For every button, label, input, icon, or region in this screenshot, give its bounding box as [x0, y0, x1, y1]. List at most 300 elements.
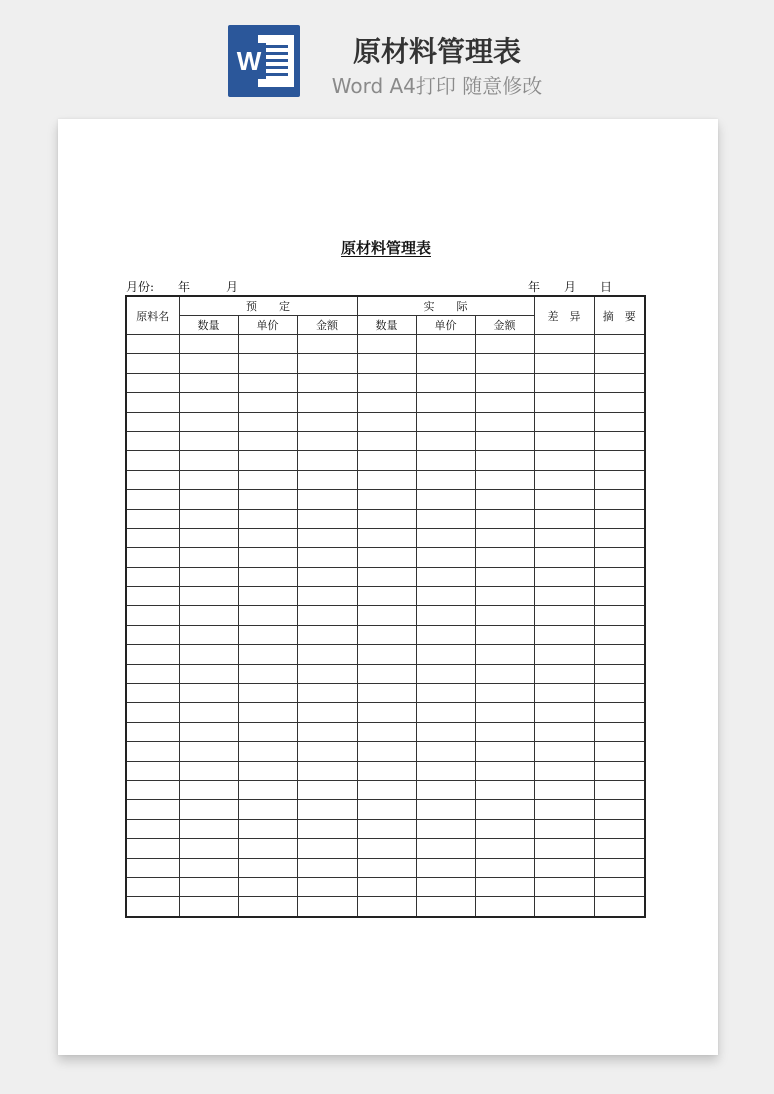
table-cell[interactable] — [416, 393, 475, 412]
table-row — [126, 800, 645, 819]
table-cell[interactable] — [534, 509, 594, 528]
table-cell[interactable] — [475, 780, 534, 799]
table-cell[interactable] — [179, 703, 238, 722]
table-cell[interactable] — [126, 335, 179, 354]
table-cell[interactable] — [534, 335, 594, 354]
table-cell[interactable] — [357, 412, 416, 431]
table-cell[interactable] — [126, 625, 179, 644]
table-cell[interactable] — [126, 664, 179, 683]
table-cell[interactable] — [297, 393, 357, 412]
table-cell[interactable] — [475, 819, 534, 838]
table-cell[interactable] — [238, 684, 297, 703]
table-cell[interactable] — [238, 354, 297, 373]
word-document-icon — [228, 25, 300, 97]
table-cell[interactable] — [297, 664, 357, 683]
table-cell[interactable] — [475, 335, 534, 354]
table-cell[interactable] — [534, 393, 594, 412]
table-cell[interactable] — [416, 431, 475, 450]
banner — [0, 0, 774, 110]
table-cell[interactable] — [179, 412, 238, 431]
table-cell[interactable] — [297, 625, 357, 644]
table-cell[interactable] — [475, 839, 534, 858]
table-cell[interactable] — [594, 742, 645, 761]
table-cell[interactable] — [126, 722, 179, 741]
table-cell[interactable] — [594, 839, 645, 858]
table-cell[interactable] — [297, 761, 357, 780]
table-cell[interactable] — [534, 742, 594, 761]
table-cell[interactable] — [357, 393, 416, 412]
table-cell[interactable] — [357, 858, 416, 877]
table-cell[interactable] — [179, 839, 238, 858]
table-cell[interactable] — [238, 393, 297, 412]
table-cell[interactable] — [297, 780, 357, 799]
table-cell[interactable] — [297, 509, 357, 528]
table-cell[interactable] — [416, 354, 475, 373]
table-cell[interactable] — [238, 412, 297, 431]
table-cell[interactable] — [534, 839, 594, 858]
table-cell[interactable] — [475, 548, 534, 567]
table-cell[interactable] — [238, 722, 297, 741]
table-cell[interactable] — [594, 722, 645, 741]
table-cell[interactable] — [238, 780, 297, 799]
table-cell[interactable] — [475, 761, 534, 780]
table-cell[interactable] — [126, 451, 179, 470]
table-cell[interactable] — [594, 548, 645, 567]
table-cell[interactable] — [534, 722, 594, 741]
header-row-top — [126, 296, 645, 316]
table-cell[interactable] — [594, 373, 645, 392]
table-cell[interactable] — [297, 335, 357, 354]
table-cell[interactable] — [297, 451, 357, 470]
table-cell[interactable] — [179, 877, 238, 896]
table-cell[interactable] — [179, 335, 238, 354]
header-actual-amount: 金额 — [475, 316, 534, 335]
table-row — [126, 587, 645, 606]
table-cell[interactable] — [534, 703, 594, 722]
table-cell[interactable] — [475, 877, 534, 896]
table-cell[interactable] — [126, 780, 179, 799]
table-cell[interactable] — [297, 373, 357, 392]
table-cell[interactable] — [357, 742, 416, 761]
table-row — [126, 877, 645, 896]
table-cell[interactable] — [179, 761, 238, 780]
table-cell[interactable] — [357, 354, 416, 373]
table-cell[interactable] — [534, 897, 594, 917]
table-cell[interactable] — [475, 509, 534, 528]
table-cell[interactable] — [416, 742, 475, 761]
table-cell[interactable] — [297, 839, 357, 858]
table-cell[interactable] — [475, 587, 534, 606]
table-cell[interactable] — [238, 509, 297, 528]
table-cell[interactable] — [534, 664, 594, 683]
table-row — [126, 528, 645, 547]
table-cell[interactable] — [357, 490, 416, 509]
table-cell[interactable] — [126, 528, 179, 547]
table-cell[interactable] — [357, 335, 416, 354]
table-cell[interactable] — [297, 548, 357, 567]
table-cell[interactable] — [594, 800, 645, 819]
table-cell[interactable] — [126, 877, 179, 896]
table-cell[interactable] — [179, 897, 238, 917]
table-cell[interactable] — [297, 819, 357, 838]
table-row — [126, 703, 645, 722]
table-cell[interactable] — [594, 761, 645, 780]
table-cell[interactable] — [126, 431, 179, 450]
table-cell[interactable] — [416, 897, 475, 917]
table-cell[interactable] — [179, 431, 238, 450]
table-cell[interactable] — [179, 780, 238, 799]
table-cell[interactable] — [297, 645, 357, 664]
header-actual-unit-price: 单价 — [416, 316, 475, 335]
table-cell[interactable] — [534, 431, 594, 450]
table-cell[interactable] — [179, 606, 238, 625]
table-cell[interactable] — [297, 587, 357, 606]
table-cell[interactable] — [534, 451, 594, 470]
table-cell[interactable] — [357, 800, 416, 819]
table-cell[interactable] — [126, 819, 179, 838]
date-label: 年 月 日 — [528, 280, 613, 294]
table-cell[interactable] — [238, 548, 297, 567]
table-cell[interactable] — [179, 587, 238, 606]
table-cell[interactable] — [475, 897, 534, 917]
table-cell[interactable] — [416, 664, 475, 683]
table-cell[interactable] — [416, 800, 475, 819]
table-cell[interactable] — [357, 548, 416, 567]
table-cell[interactable] — [594, 354, 645, 373]
table-cell[interactable] — [594, 567, 645, 586]
table-cell[interactable] — [594, 490, 645, 509]
table-cell[interactable] — [126, 606, 179, 625]
table-cell[interactable] — [475, 742, 534, 761]
table-cell[interactable] — [416, 451, 475, 470]
table-cell[interactable] — [126, 490, 179, 509]
table-cell[interactable] — [416, 819, 475, 838]
table-cell[interactable] — [179, 528, 238, 547]
table-cell[interactable] — [179, 393, 238, 412]
table-cell[interactable] — [238, 645, 297, 664]
table-cell[interactable] — [357, 451, 416, 470]
table-cell[interactable] — [238, 800, 297, 819]
table-cell[interactable] — [179, 645, 238, 664]
table-cell[interactable] — [416, 761, 475, 780]
table-cell[interactable] — [357, 839, 416, 858]
document-title — [58, 237, 714, 258]
table-cell[interactable] — [238, 897, 297, 917]
table-cell[interactable] — [416, 684, 475, 703]
table-cell[interactable] — [416, 490, 475, 509]
table-cell[interactable] — [357, 703, 416, 722]
table-cell[interactable] — [297, 877, 357, 896]
table-cell[interactable] — [534, 373, 594, 392]
table-cell[interactable] — [534, 800, 594, 819]
table-cell[interactable] — [475, 645, 534, 664]
table-cell[interactable] — [179, 800, 238, 819]
table-cell[interactable] — [179, 664, 238, 683]
table-cell[interactable] — [534, 567, 594, 586]
table-cell[interactable] — [475, 393, 534, 412]
table-cell[interactable] — [416, 780, 475, 799]
table-cell[interactable] — [126, 373, 179, 392]
table-cell[interactable] — [179, 858, 238, 877]
table-cell[interactable] — [179, 625, 238, 644]
table-cell[interactable] — [238, 431, 297, 450]
table-cell[interactable] — [126, 393, 179, 412]
table-cell[interactable] — [179, 373, 238, 392]
table-row — [126, 839, 645, 858]
table-cell[interactable] — [357, 877, 416, 896]
table-cell[interactable] — [126, 587, 179, 606]
table-cell[interactable] — [594, 645, 645, 664]
table-cell[interactable] — [357, 625, 416, 644]
table-cell[interactable] — [297, 431, 357, 450]
document-page — [58, 119, 718, 1055]
table-cell[interactable] — [238, 335, 297, 354]
table-cell[interactable] — [238, 567, 297, 586]
table-cell[interactable] — [179, 354, 238, 373]
table-cell[interactable] — [475, 625, 534, 644]
table-cell[interactable] — [475, 703, 534, 722]
table-cell[interactable] — [594, 625, 645, 644]
table-cell[interactable] — [416, 528, 475, 547]
table-cell[interactable] — [297, 567, 357, 586]
table-cell[interactable] — [594, 858, 645, 877]
table-cell[interactable] — [238, 839, 297, 858]
table-cell[interactable] — [126, 858, 179, 877]
table-cell[interactable] — [534, 490, 594, 509]
table-cell[interactable] — [357, 819, 416, 838]
table-cell[interactable] — [475, 606, 534, 625]
table-cell[interactable] — [594, 819, 645, 838]
table-cell[interactable] — [357, 722, 416, 741]
table-cell[interactable] — [534, 819, 594, 838]
table-cell[interactable] — [297, 354, 357, 373]
table-cell[interactable] — [179, 684, 238, 703]
table-cell[interactable] — [179, 567, 238, 586]
table-cell[interactable] — [534, 684, 594, 703]
table-cell[interactable] — [475, 451, 534, 470]
table-cell[interactable] — [238, 877, 297, 896]
table-cell[interactable] — [126, 470, 179, 489]
table-cell[interactable] — [357, 780, 416, 799]
table-cell[interactable] — [534, 645, 594, 664]
table-cell[interactable] — [238, 606, 297, 625]
table-cell[interactable] — [238, 742, 297, 761]
table-cell[interactable] — [416, 645, 475, 664]
table-cell[interactable] — [357, 664, 416, 683]
table-cell[interactable] — [594, 393, 645, 412]
table-cell[interactable] — [238, 858, 297, 877]
header-summary: 摘 要 — [594, 296, 645, 335]
table-cell[interactable] — [534, 780, 594, 799]
table-cell[interactable] — [475, 858, 534, 877]
table-cell[interactable] — [238, 528, 297, 547]
table-cell[interactable] — [416, 858, 475, 877]
table-cell[interactable] — [594, 897, 645, 917]
table-cell[interactable] — [594, 451, 645, 470]
table-cell[interactable] — [179, 451, 238, 470]
table-cell[interactable] — [416, 587, 475, 606]
table-cell[interactable] — [179, 490, 238, 509]
table-cell[interactable] — [297, 722, 357, 741]
table-cell[interactable] — [416, 470, 475, 489]
table-cell[interactable] — [297, 684, 357, 703]
table-cell[interactable] — [357, 684, 416, 703]
table-cell[interactable] — [594, 877, 645, 896]
table-cell[interactable] — [297, 800, 357, 819]
table-row — [126, 819, 645, 838]
table-cell[interactable] — [416, 509, 475, 528]
table-cell[interactable] — [416, 335, 475, 354]
table-row — [126, 335, 645, 354]
table-cell[interactable] — [475, 800, 534, 819]
table-cell[interactable] — [534, 625, 594, 644]
table-cell[interactable] — [416, 606, 475, 625]
table-cell[interactable] — [534, 587, 594, 606]
table-cell[interactable] — [297, 703, 357, 722]
table-cell[interactable] — [357, 645, 416, 664]
table-cell[interactable] — [357, 567, 416, 586]
table-cell[interactable] — [416, 877, 475, 896]
table-cell[interactable] — [534, 606, 594, 625]
table-cell[interactable] — [357, 761, 416, 780]
table-cell[interactable] — [179, 722, 238, 741]
table-cell[interactable] — [594, 509, 645, 528]
table-cell[interactable] — [534, 761, 594, 780]
table-cell[interactable] — [475, 431, 534, 450]
table-cell[interactable] — [126, 839, 179, 858]
banner-title: 原材料管理表 — [352, 35, 521, 68]
table-cell[interactable] — [238, 625, 297, 644]
table-cell[interactable] — [416, 722, 475, 741]
table-cell[interactable] — [357, 897, 416, 917]
table-cell[interactable] — [534, 412, 594, 431]
table-cell[interactable] — [238, 470, 297, 489]
table-cell[interactable] — [297, 606, 357, 625]
table-cell[interactable] — [357, 373, 416, 392]
table-cell[interactable] — [297, 470, 357, 489]
table-cell[interactable] — [534, 858, 594, 877]
table-cell[interactable] — [126, 897, 179, 917]
table-cell[interactable] — [238, 587, 297, 606]
table-cell[interactable] — [475, 490, 534, 509]
table-cell[interactable] — [126, 548, 179, 567]
table-cell[interactable] — [416, 839, 475, 858]
table-cell[interactable] — [179, 470, 238, 489]
table-cell[interactable] — [297, 742, 357, 761]
table-cell[interactable] — [357, 606, 416, 625]
table-cell[interactable] — [594, 684, 645, 703]
table-cell[interactable] — [238, 761, 297, 780]
table-cell[interactable] — [179, 509, 238, 528]
table-cell[interactable] — [475, 412, 534, 431]
table-cell[interactable] — [475, 684, 534, 703]
table-cell[interactable] — [297, 528, 357, 547]
table-row — [126, 780, 645, 799]
table-row — [126, 490, 645, 509]
table-cell[interactable] — [594, 664, 645, 683]
table-row — [126, 722, 645, 741]
table-cell[interactable] — [475, 354, 534, 373]
table-cell[interactable] — [594, 412, 645, 431]
table-cell[interactable] — [238, 373, 297, 392]
header-actual-quantity: 数量 — [357, 316, 416, 335]
table-cell[interactable] — [416, 412, 475, 431]
table-cell[interactable] — [475, 722, 534, 741]
table-cell[interactable] — [126, 800, 179, 819]
header-planned-unit-price: 单价 — [238, 316, 297, 335]
material-table — [125, 295, 646, 918]
table-cell[interactable] — [416, 703, 475, 722]
table-cell[interactable] — [594, 528, 645, 547]
table-cell[interactable] — [594, 587, 645, 606]
table-cell[interactable] — [357, 470, 416, 489]
table-cell[interactable] — [416, 625, 475, 644]
table-cell[interactable] — [475, 567, 534, 586]
table-cell[interactable] — [534, 470, 594, 489]
table-cell[interactable] — [297, 412, 357, 431]
table-cell[interactable] — [126, 684, 179, 703]
table-cell[interactable] — [594, 470, 645, 489]
table-cell[interactable] — [416, 373, 475, 392]
table-cell[interactable] — [475, 470, 534, 489]
header-actual: 实 际 — [357, 296, 534, 316]
table-cell[interactable] — [238, 451, 297, 470]
table-cell[interactable] — [126, 412, 179, 431]
table-cell[interactable] — [534, 548, 594, 567]
table-cell[interactable] — [475, 664, 534, 683]
table-row — [126, 858, 645, 877]
table-cell[interactable] — [594, 431, 645, 450]
table-cell[interactable] — [179, 742, 238, 761]
table-cell[interactable] — [126, 761, 179, 780]
table-row — [126, 742, 645, 761]
table-cell[interactable] — [238, 819, 297, 838]
table-cell[interactable] — [126, 742, 179, 761]
table-row — [126, 373, 645, 392]
table-cell[interactable] — [416, 548, 475, 567]
table-cell[interactable] — [297, 897, 357, 917]
table-cell[interactable] — [594, 780, 645, 799]
table-cell[interactable] — [534, 528, 594, 547]
table-cell[interactable] — [357, 509, 416, 528]
table-cell[interactable] — [534, 877, 594, 896]
header-difference: 差 异 — [534, 296, 594, 335]
table-cell[interactable] — [594, 606, 645, 625]
table-cell[interactable] — [126, 567, 179, 586]
table-cell[interactable] — [594, 703, 645, 722]
table-cell[interactable] — [297, 490, 357, 509]
table-cell[interactable] — [238, 703, 297, 722]
table-row — [126, 393, 645, 412]
table-cell[interactable] — [357, 431, 416, 450]
table-cell[interactable] — [179, 548, 238, 567]
table-cell[interactable] — [297, 858, 357, 877]
table-cell[interactable] — [126, 509, 179, 528]
table-cell[interactable] — [357, 587, 416, 606]
table-cell[interactable] — [416, 567, 475, 586]
table-cell[interactable] — [357, 528, 416, 547]
table-cell[interactable] — [179, 819, 238, 838]
table-cell[interactable] — [126, 703, 179, 722]
table-cell[interactable] — [594, 335, 645, 354]
table-cell[interactable] — [126, 354, 179, 373]
table-cell[interactable] — [238, 664, 297, 683]
table-cell[interactable] — [126, 645, 179, 664]
table-cell[interactable] — [475, 373, 534, 392]
table-cell[interactable] — [534, 354, 594, 373]
table-cell[interactable] — [238, 490, 297, 509]
table-cell[interactable] — [475, 528, 534, 547]
